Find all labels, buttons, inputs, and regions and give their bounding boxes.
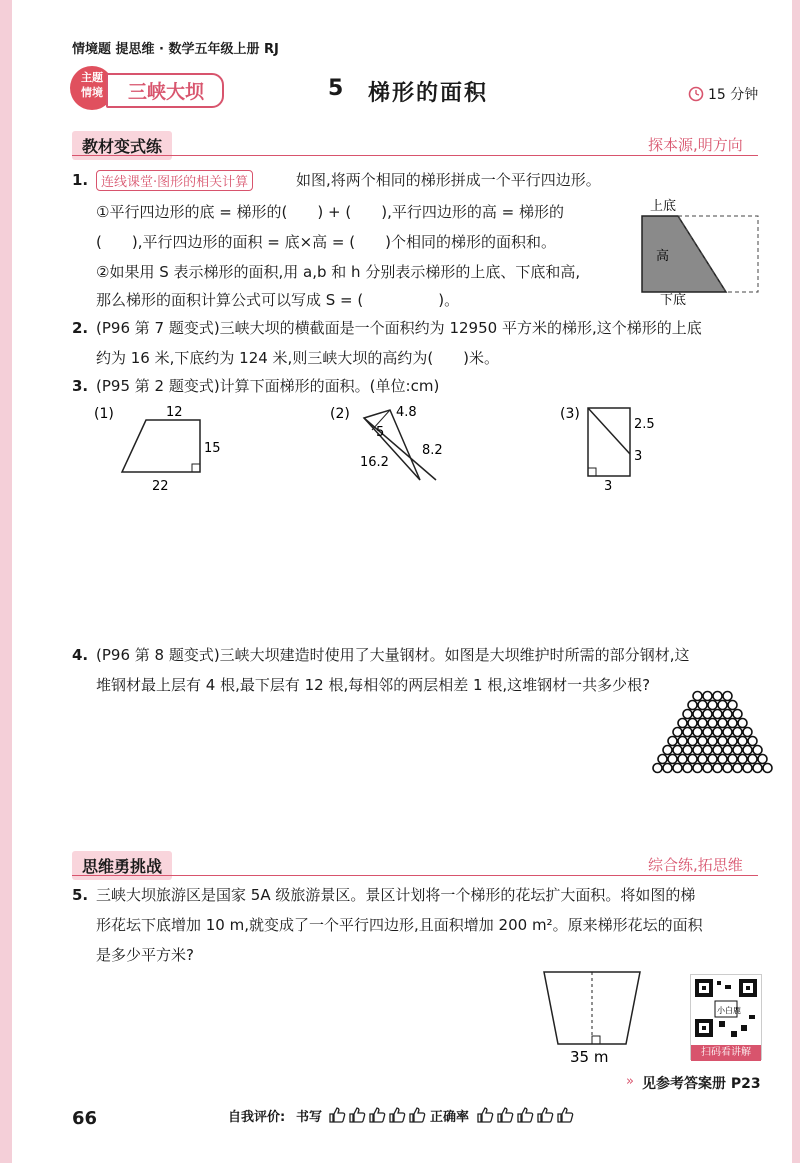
steel-pipe	[663, 746, 672, 755]
thumbs-up-icon[interactable]	[388, 1106, 406, 1124]
steel-pipe	[678, 755, 687, 764]
page-number: 66	[72, 1108, 98, 1129]
steel-pipe	[743, 746, 752, 755]
steel-pipe	[728, 719, 737, 728]
steel-pipe	[743, 764, 752, 773]
steel-pipe	[718, 701, 727, 710]
accuracy-rating[interactable]	[476, 1106, 576, 1128]
question-text: ②如果用 S 表示梯形的面积,用 a,b 和 h 分别表示梯形的上底、下底和高,	[96, 263, 581, 281]
dim-b: 8.2	[422, 443, 443, 458]
dim-top: 12	[166, 405, 183, 420]
steel-pipe	[733, 764, 742, 773]
time-estimate: 15 分钟	[708, 87, 759, 103]
accuracy-label: 正确率	[430, 1110, 470, 1125]
question-text: (P96 第 7 题变式)三峡大坝的横截面是一个面积约为 12950 平方米的梯形,这个梯形的上底	[96, 319, 702, 337]
steel-pipe	[678, 719, 687, 728]
question-text: 那么梯形的面积计算公式可以写成 S = ( )。	[96, 291, 460, 309]
fig-index: (1)	[94, 406, 114, 422]
section-divider	[72, 875, 758, 876]
steel-pipe	[688, 737, 697, 746]
steel-pipe	[723, 764, 732, 773]
steel-pipe	[673, 764, 682, 773]
question-number: 5.	[72, 886, 89, 904]
steel-pipe	[693, 692, 702, 701]
steel-pipe	[653, 764, 662, 773]
qr-center-label: 小白鹿	[717, 1006, 741, 1015]
steel-pipe	[698, 701, 707, 710]
steel-pipe	[683, 710, 692, 719]
steel-pipe	[658, 755, 667, 764]
section-subtitle: 综合练,拓思维	[648, 856, 743, 874]
steel-pipe	[728, 737, 737, 746]
steel-pipe	[673, 746, 682, 755]
steel-pipe	[723, 746, 732, 755]
steel-pipe	[708, 701, 717, 710]
qr-code-icon	[691, 975, 761, 1041]
question-number: 4.	[72, 646, 89, 664]
steel-pipe	[728, 701, 737, 710]
question-text: (P95 第 2 题变式)计算下面梯形的面积。(单位:cm)	[96, 377, 440, 395]
section-subtitle: 探本源,明方向	[648, 136, 743, 154]
steel-pipe	[708, 755, 717, 764]
steel-pipe	[713, 710, 722, 719]
steel-pipe	[708, 737, 717, 746]
steel-pipe	[688, 701, 697, 710]
question-text: 是多少平方米?	[96, 946, 194, 964]
steel-pipe	[743, 728, 752, 737]
steel-pipe	[683, 746, 692, 755]
lesson-number: 5	[328, 76, 346, 101]
fig-label-top: 上底	[650, 199, 677, 214]
steel-pipe	[753, 746, 762, 755]
steel-pipe	[738, 737, 747, 746]
steel-pipe	[713, 764, 722, 773]
writing-rating[interactable]	[328, 1106, 428, 1128]
question-text: 形花坛下底增加 10 m,就变成了一个平行四边形,且面积增加 200 m²。原来梯形花坛的面积	[96, 916, 703, 934]
question-text: 三峡大坝旅游区是国家 5A 级旅游景区。景区计划将一个梯形的花坛扩大面积。将如图的梯	[96, 886, 696, 904]
steel-pipe	[713, 746, 722, 755]
thumbs-up-icon[interactable]	[348, 1106, 366, 1124]
writing-label: 书写	[296, 1110, 323, 1125]
page-title: 梯形的面积	[368, 81, 489, 106]
steel-pipe	[668, 755, 677, 764]
steel-pipe	[688, 755, 697, 764]
trapezoid-figure-2	[326, 402, 476, 492]
steel-pipe	[703, 692, 712, 701]
thumbs-up-icon[interactable]	[496, 1106, 514, 1124]
thumbs-up-icon[interactable]	[556, 1106, 574, 1124]
fig-index: (3)	[560, 406, 580, 422]
steel-pipe	[733, 710, 742, 719]
question-text: (P96 第 8 题变式)三峡大坝建造时使用了大量钢材。如图是大坝维护时所需的部分钢材,这	[96, 646, 690, 664]
steel-pipe	[708, 719, 717, 728]
steel-pipe-stack-figure	[650, 690, 775, 780]
steel-pipe	[703, 710, 712, 719]
steel-pipe	[703, 728, 712, 737]
question-number: 3.	[72, 377, 89, 395]
dim-c: 16.2	[360, 455, 389, 470]
steel-pipe	[693, 764, 702, 773]
dim-side: 15	[204, 441, 221, 456]
steel-pipe	[728, 755, 737, 764]
section-heading: 教材变式练	[72, 131, 172, 160]
steel-pipe	[718, 755, 727, 764]
book-title: 情境题 提思维 · 数学五年级上册 RJ	[72, 42, 279, 57]
question-number: 1.	[72, 171, 89, 189]
steel-pipe	[738, 755, 747, 764]
steel-pipe	[703, 764, 712, 773]
thumbs-up-icon[interactable]	[516, 1106, 534, 1124]
parallelogram-figure	[630, 196, 760, 306]
steel-pipe	[753, 764, 762, 773]
dim-b: 3	[634, 449, 643, 464]
dim-c: 3	[604, 479, 613, 492]
thumbs-up-icon[interactable]	[368, 1106, 386, 1124]
steel-pipe	[698, 755, 707, 764]
steel-pipe	[723, 710, 732, 719]
trapezoid-shape	[122, 420, 200, 472]
steel-pipe	[723, 692, 732, 701]
steel-pipe	[748, 755, 757, 764]
trapezoid-shape	[642, 216, 726, 292]
steel-pipe	[733, 746, 742, 755]
steel-pipe	[738, 719, 747, 728]
steel-pipe	[693, 728, 702, 737]
question-text: ( ),平行四边形的面积 = 底×高 = ( )个相同的梯形的面积和。	[96, 233, 556, 251]
steel-pipe	[698, 719, 707, 728]
dim-bottom: 22	[152, 479, 169, 494]
dim-h: 5	[376, 425, 385, 440]
qr-code[interactable]	[690, 974, 762, 1060]
thumbs-up-icon[interactable]	[408, 1106, 426, 1124]
steel-pipe	[748, 737, 757, 746]
trapezoid-figure-3	[556, 402, 696, 492]
steel-pipe	[668, 737, 677, 746]
question-text: ①平行四边形的底 = 梯形的( ) + ( ),平行四边形的高 = 梯形的	[96, 203, 564, 221]
question-number: 2.	[72, 319, 89, 337]
clock-icon	[688, 86, 704, 106]
theme-banner: 三峡大坝	[106, 73, 224, 108]
steel-pipe	[663, 764, 672, 773]
steel-pipe	[703, 746, 712, 755]
fig-index: (2)	[330, 406, 350, 422]
steel-pipe	[723, 728, 732, 737]
fig-label-height: 高	[656, 249, 670, 264]
left-page-edge	[0, 0, 12, 1163]
question-text: 如图,将两个相同的梯形拼成一个平行四边形。	[296, 171, 601, 189]
steel-pipe	[673, 728, 682, 737]
steel-pipe	[683, 728, 692, 737]
steel-pipe	[718, 719, 727, 728]
trapezoid-shape	[588, 408, 630, 476]
question-text: 堆钢材最上层有 4 根,最下层有 12 根,每相邻的两层相差 1 根,这堆钢材一共多少根?	[96, 676, 651, 694]
thumbs-up-icon[interactable]	[328, 1106, 346, 1124]
steel-pipe	[763, 764, 772, 773]
steel-pipe	[678, 737, 687, 746]
chevron-right-icon: »	[626, 1074, 634, 1089]
steel-pipe	[733, 728, 742, 737]
steel-pipe	[718, 737, 727, 746]
flowerbed-trapezoid-figure	[540, 968, 650, 1068]
steel-pipe	[693, 710, 702, 719]
steel-pipe	[698, 737, 707, 746]
section-divider	[72, 155, 758, 156]
dim-a: 2.5	[634, 417, 655, 432]
qr-label: 扫码看讲解	[691, 1045, 761, 1061]
thumbs-up-icon[interactable]	[476, 1106, 494, 1124]
thumbs-up-icon[interactable]	[536, 1106, 554, 1124]
fig-label-bottom: 下底	[660, 293, 687, 306]
steel-pipe	[713, 728, 722, 737]
question-text: 约为 16 米,下底约为 124 米,则三峡大坝的高约为( )米。	[96, 349, 500, 367]
self-eval-label: 自我评价:	[228, 1110, 286, 1125]
steel-pipe	[688, 719, 697, 728]
answer-reference[interactable]: 见参考答案册 P23	[642, 1076, 761, 1092]
section-heading: 思维勇挑战	[72, 851, 172, 880]
right-page-edge	[792, 0, 800, 1163]
dim-a: 4.8	[396, 405, 417, 420]
dim-bottom: 35 m	[570, 1048, 609, 1066]
topic-tag: 连线课堂·图形的相关计算	[96, 170, 253, 191]
theme-badge: 主题情境	[70, 66, 114, 110]
steel-pipe	[713, 692, 722, 701]
steel-pipe	[758, 755, 767, 764]
steel-pipe	[683, 764, 692, 773]
steel-pipe	[693, 746, 702, 755]
trapezoid-figure-1	[88, 402, 228, 497]
